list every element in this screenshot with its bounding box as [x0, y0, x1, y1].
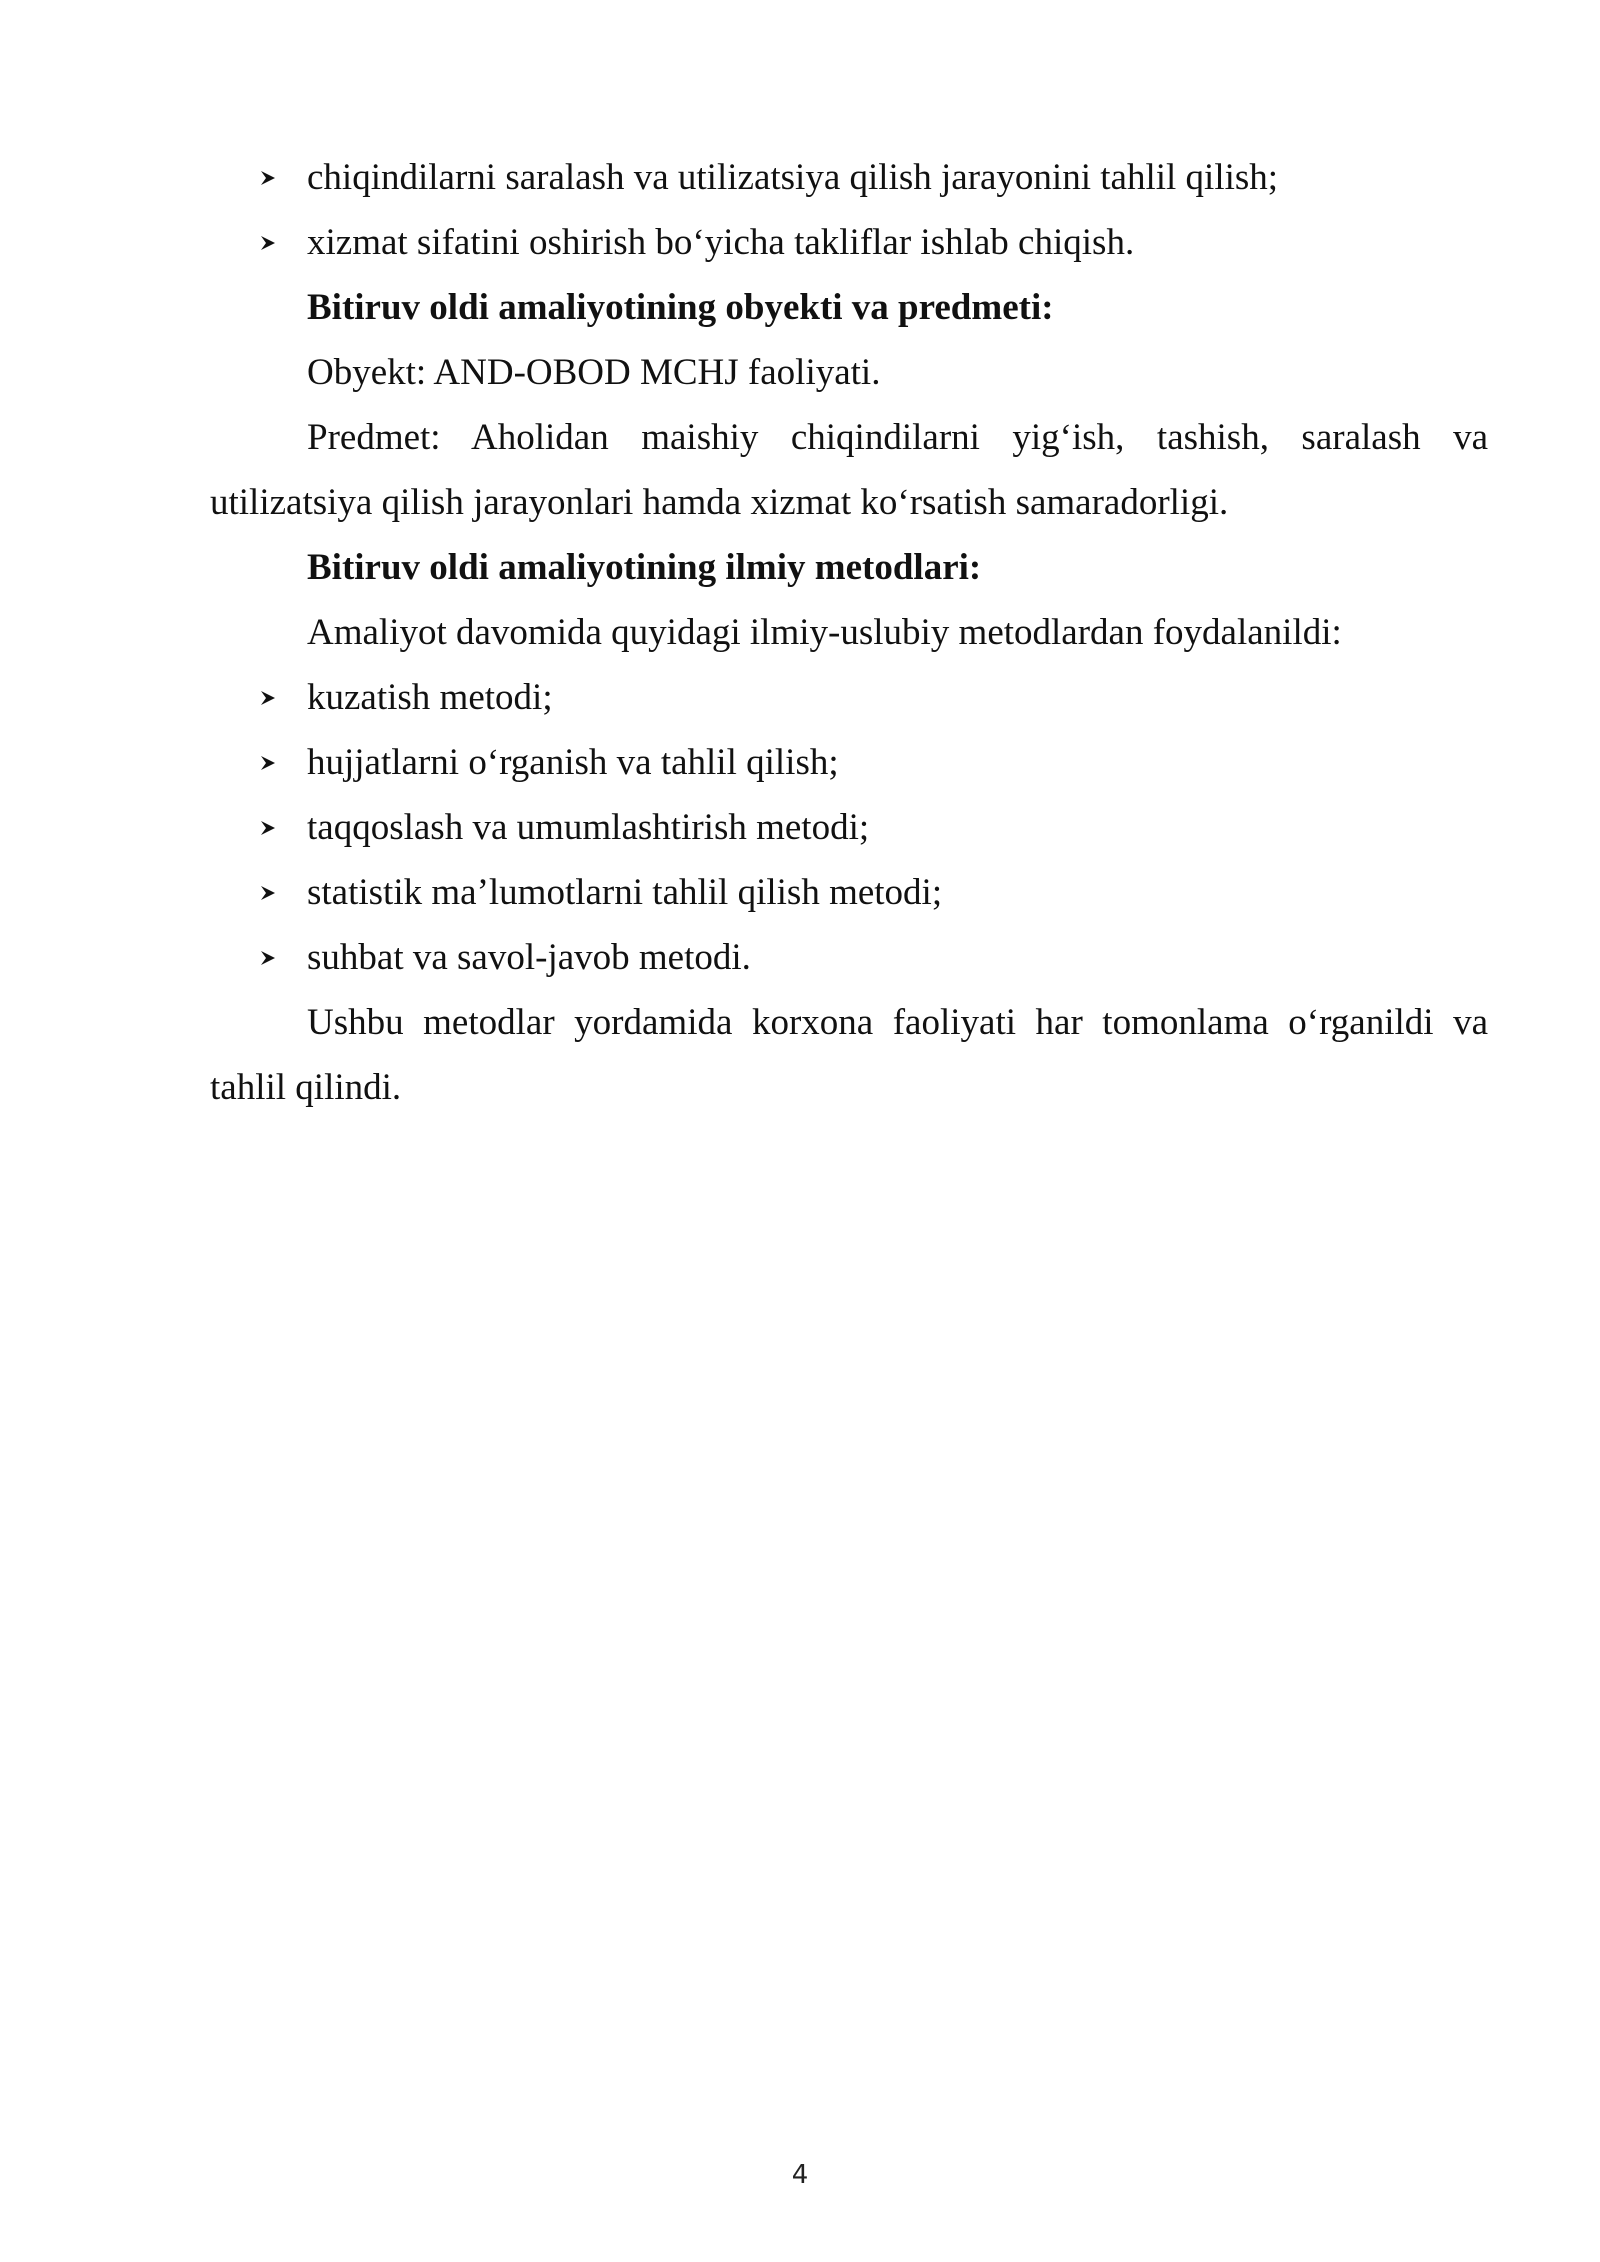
arrowhead-bullet-icon: [260, 145, 290, 210]
list-item-text: hujjatlarni o‘rganish va tahlil qilish;: [307, 742, 839, 783]
section-heading-object: Bitiruv oldi amaliyotining obyekti va predmeti:: [307, 287, 1054, 328]
list-item: [210, 145, 1488, 210]
subject-paragraph: Predmet: Aholidan maishiy chiqindilarni yig‘ish, tashish, saralash va utilizatsiya qilish jarayonlari hamda xizmat ko‘rsatish samaradorligi.: [210, 417, 1488, 523]
list-item-text: xizmat sifatini oshirish bo‘yicha takliflar ishlab chiqish.: [307, 222, 1135, 263]
conclusion-paragraph: Ushbu metodlar yordamida korxona faoliyati har tomonlama o‘rganildi va tahlil qilindi.: [210, 1002, 1488, 1108]
methods-intro: Amaliyot davomida quyidagi ilmiy-uslubiy metodlardan foydalanildi:: [307, 612, 1342, 653]
list-item-text: chiqindilarni saralash va utilizatsiya qilish jarayonini tahlil qilish;: [307, 157, 1279, 198]
list-item: [210, 730, 1488, 795]
page-number: 4: [791, 2160, 809, 2190]
object-text: Obyekt: AND-OBOD MCHJ faoliyati.: [307, 352, 881, 393]
list-item-text: suhbat va savol-javob metodi.: [307, 937, 751, 978]
section-heading-methods: Bitiruv oldi amaliyotining ilmiy metodlari:: [307, 547, 982, 588]
page-content: [210, 145, 1488, 1120]
list-item: [210, 665, 1488, 730]
arrowhead-bullet-icon: [260, 795, 290, 860]
arrowhead-bullet-icon: [260, 210, 290, 275]
arrowhead-bullet-icon: [260, 730, 290, 795]
list-item: [210, 210, 1488, 275]
arrowhead-bullet-icon: [260, 665, 290, 730]
list-item-text: kuzatish metodi;: [307, 677, 553, 718]
list-item-text: statistik ma’lumotlarni tahlil qilish metodi;: [307, 872, 943, 913]
list-item: [210, 925, 1488, 990]
list-item: [210, 860, 1488, 925]
arrowhead-bullet-icon: [260, 925, 290, 990]
arrowhead-bullet-icon: [260, 860, 290, 925]
list-item: [210, 795, 1488, 860]
list-item-text: taqqoslash va umumlashtirish metodi;: [307, 807, 870, 848]
